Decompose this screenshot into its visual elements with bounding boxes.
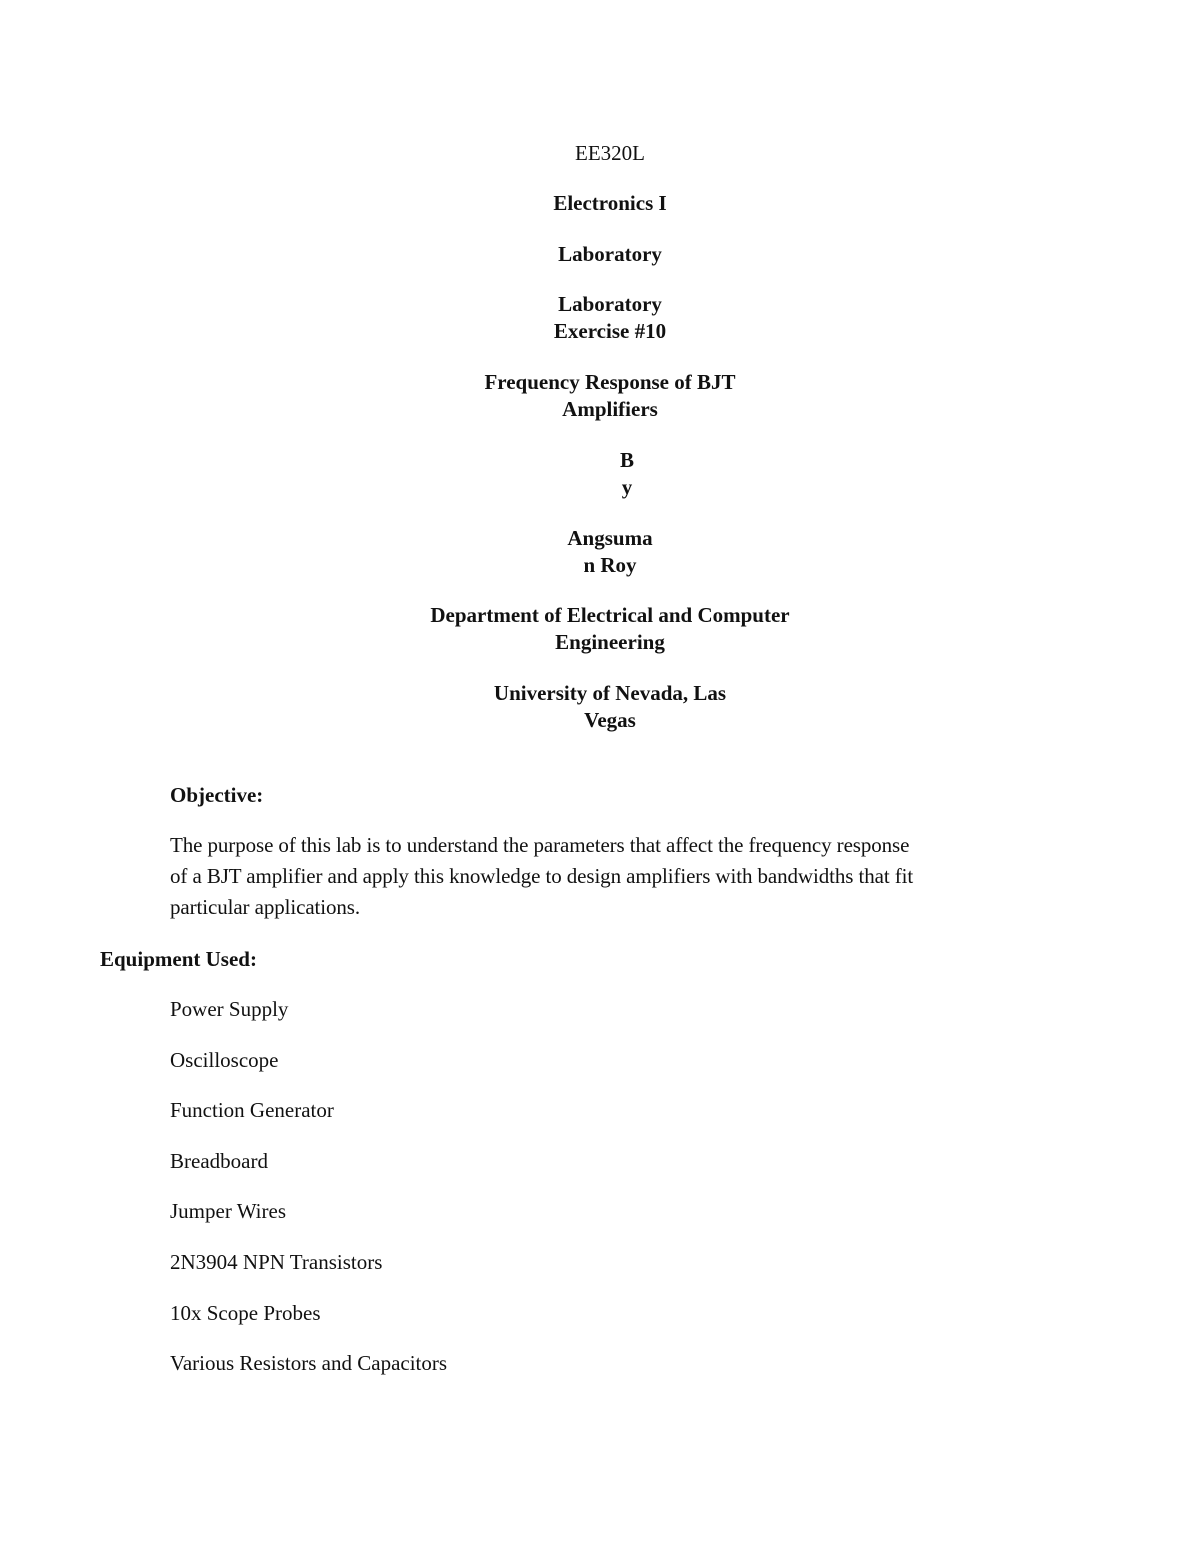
equipment-item-scope-probes: 10x Scope Probes (170, 1300, 321, 1325)
equipment-item-breadboard: Breadboard (170, 1148, 268, 1173)
lab-label-text: Laboratory (558, 242, 662, 266)
title-line-2: Amplifiers (562, 397, 658, 421)
author-name (0, 525, 1200, 579)
exercise-line-2: Exercise #10 (553, 319, 667, 343)
author-line-1: Angsuma (567, 526, 653, 550)
objective-line-1: The purpose of this lab is to understand the parameters that affect the frequency response (170, 833, 910, 857)
university-line-2: Vegas (584, 708, 636, 732)
exercise-line-1: Laboratory (558, 292, 662, 316)
objective-paragraph (170, 830, 1030, 923)
objective-line-2: of a BJT amplifier and apply this knowledge to design amplifiers with bandwidths that fit (170, 864, 914, 888)
lab-label (0, 241, 1200, 268)
by-line-2: y (621, 475, 633, 499)
department-line-1: Department of Electrical and Computer (430, 603, 790, 627)
university (0, 680, 1200, 734)
equipment-heading: Equipment Used: (100, 947, 257, 971)
author-line-2: n Roy (583, 553, 637, 577)
university-line-1: University of Nevada, Las (493, 681, 727, 705)
equipment-item-jumper-wires: Jumper Wires (170, 1199, 286, 1224)
department (0, 602, 1200, 656)
by-label (0, 447, 1200, 501)
equipment-item-power-supply: Power Supply (170, 997, 289, 1021)
course-code (0, 140, 1200, 167)
objective-line-3: particular applications. (170, 895, 361, 919)
equipment-item-function-generator: Function Generator (170, 1098, 334, 1123)
course-code-text: EE320L (575, 141, 645, 165)
equipment-item-oscilloscope: Oscilloscope (170, 1047, 279, 1072)
department-line-2: Engineering (555, 630, 665, 654)
document-title (0, 369, 1200, 423)
by-line-1: B (619, 448, 634, 472)
equipment-item-resistors-capacitors: Various Resistors and Capacitors (170, 1351, 448, 1376)
title-line-1: Frequency Response of BJT (484, 370, 736, 394)
course-name (0, 190, 1200, 217)
equipment-list (170, 996, 447, 1401)
equipment-item-transistors: 2N3904 NPN Transistors (170, 1249, 383, 1274)
exercise-heading (0, 291, 1200, 345)
objective-heading: Objective: (170, 783, 264, 807)
course-name-text: Electronics I (553, 191, 667, 215)
